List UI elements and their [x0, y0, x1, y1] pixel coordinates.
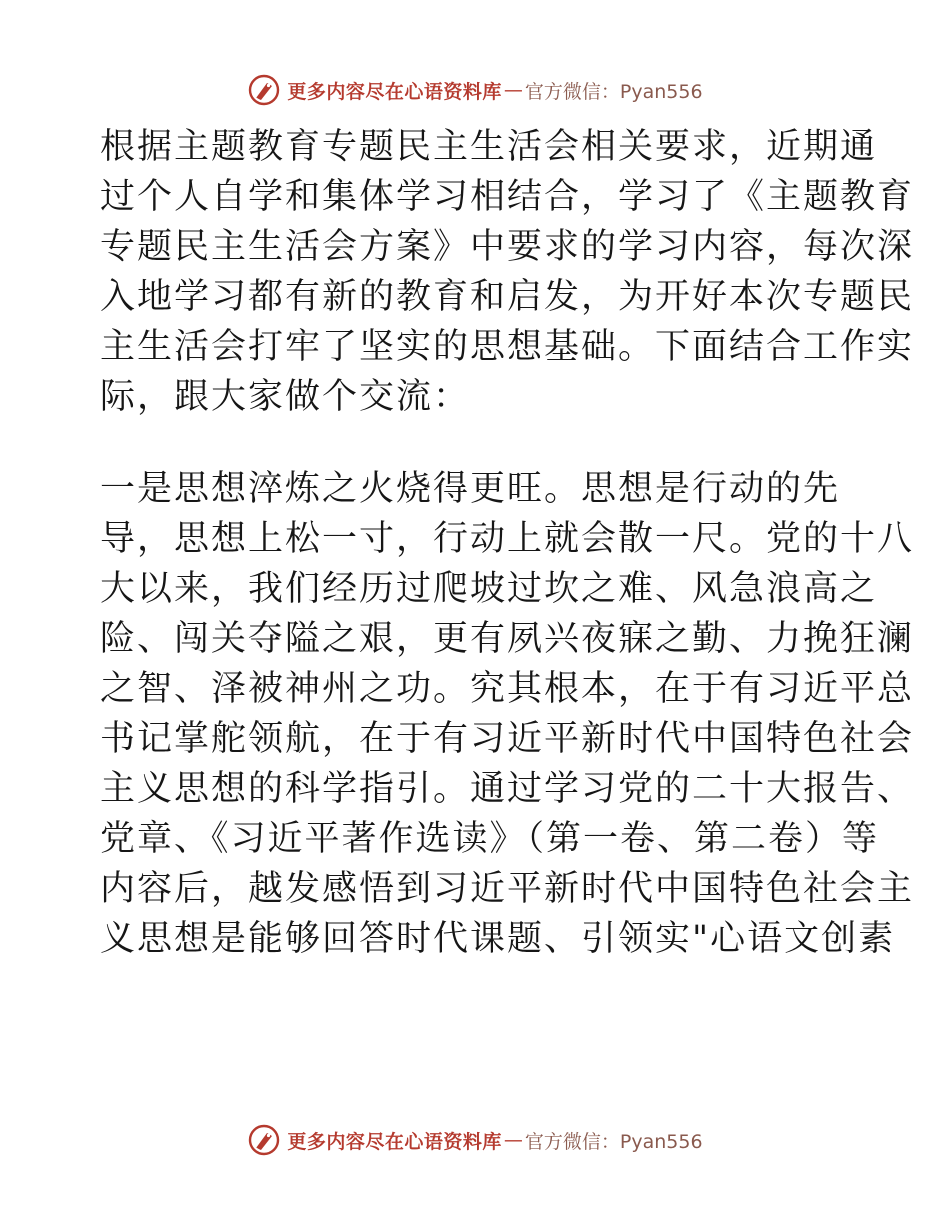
paragraph-line: 专题民主生活会方案》中要求的学习内容，每次深	[100, 227, 915, 267]
document-body	[100, 122, 915, 964]
paragraph-line: 义思想是能够回答时代课题、引领实"心语文创素	[100, 919, 896, 959]
paragraph-gap	[100, 422, 860, 464]
paragraph-line: 导，思想上松一寸，行动上就会散一尺。党的十八	[100, 519, 915, 559]
paragraph-line: 之智、泽被神州之功。究其根本，在于有习近平总	[100, 669, 915, 709]
paragraph-line: 一是思想淬炼之火烧得更旺。思想是行动的先	[100, 469, 841, 509]
footer-contact-text: 官方微信：Pyan556	[524, 1130, 703, 1153]
paragraph-line: 险、闯关夺隘之艰，更有夙兴夜寐之勤、力挽狂澜	[100, 619, 915, 659]
header-contact-text: 官方微信：Pyan556	[524, 80, 703, 103]
paragraph-line: 际，跟大家做个交流：	[100, 377, 471, 417]
paragraph-line: 大以来，我们经历过爬坡过坎之难、风急浪高之	[100, 569, 878, 609]
footer-dash: —	[503, 1129, 523, 1151]
header-banner	[0, 70, 950, 110]
footer-brand-text: 更多内容尽在心语资料库	[287, 1130, 502, 1153]
paragraph-line: 入地学习都有新的教育和启发，为开好本次专题民	[100, 277, 915, 317]
paragraph-line: 主义思想的科学指引。通过学习党的二十大报告、	[100, 769, 915, 809]
header-dash: —	[503, 79, 523, 101]
paragraph-line: 根据主题教育专题民主生活会相关要求，近期通	[100, 127, 878, 167]
paragraph-line: 书记掌舵领航，在于有习近平新时代中国特色社会	[100, 719, 915, 759]
header-brand-text: 更多内容尽在心语资料库	[287, 80, 502, 103]
paragraph-line: 党章、《习近平著作选读》（第一卷、第二卷）等	[100, 819, 880, 859]
pen-nib-logo-icon	[247, 73, 281, 107]
paragraph-2	[100, 464, 915, 964]
paragraph-line: 过个人自学和集体学习相结合，学习了《主题教育	[100, 177, 915, 217]
pen-nib-logo-icon	[247, 1123, 281, 1157]
footer-banner	[0, 1120, 950, 1160]
paragraph-line: 主生活会打牢了坚实的思想基础。下面结合工作实	[100, 327, 915, 367]
paragraph-line: 内容后，越发感悟到习近平新时代中国特色社会主	[100, 869, 915, 909]
paragraph-1	[100, 122, 915, 422]
